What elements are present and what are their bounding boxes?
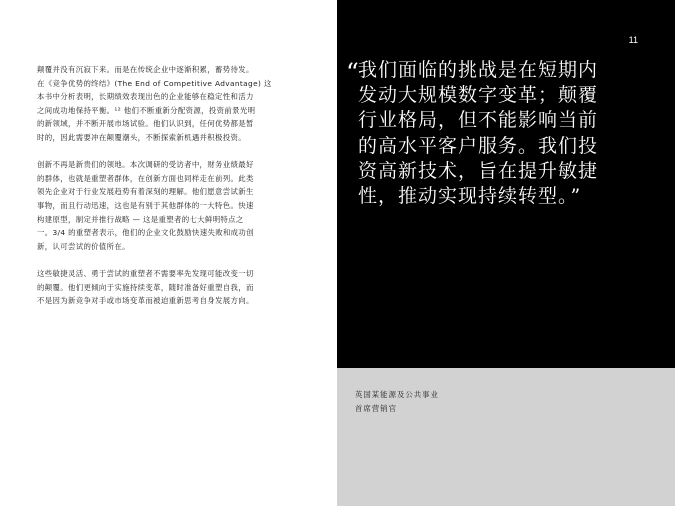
quote-line: 的高水平客户服务。我们投 — [358, 134, 599, 157]
body-column — [0, 0, 337, 506]
paragraph-3 — [37, 267, 319, 308]
paragraph-line: 创新不再是新贵们的领地。本次调研的受访者中，财务业绩最好 — [37, 160, 254, 170]
paragraph-line: 新，认可尝试的价值所在。 — [37, 241, 130, 251]
page-number: 11 — [628, 35, 638, 45]
quote-line: 资高新技术，旨在提升敏捷 — [358, 159, 599, 182]
quote-line: 发动大规模数字变革；颠覆 — [358, 84, 599, 107]
paragraph-line: 一。3/4 的重塑者表示，他们的企业文化鼓励快速失败和成功创 — [37, 228, 254, 238]
quote-attribution — [355, 388, 439, 416]
paragraph-line: 时的，因此需要冲在颠覆潮头，不断探索新机遇并积极投资。 — [37, 132, 246, 142]
attribution-title: 首席营销官 — [355, 403, 397, 413]
paragraph-1 — [37, 63, 319, 145]
quote-line-text: 性，推动实现持续转型。 — [358, 185, 569, 208]
quote-column — [337, 0, 675, 506]
paragraph-line: 的新领域，并不断开展市场试验。他们认识到，任何优势都是暂 — [37, 119, 254, 129]
paragraph-2 — [37, 158, 319, 253]
body-text — [37, 63, 319, 321]
paragraph-line: 在《竞争优势的终结》(The End of Competitive Advantage) 这 — [37, 78, 272, 88]
open-quote-mark: “ — [346, 58, 359, 87]
paragraph-line: 不是因为新竞争对手或市场变革而被迫重新思考自身发展方向。 — [37, 296, 254, 306]
paragraph-line: 这些敏捷灵活、勇于尝试的重塑者不需要率先发现可能改变一切 — [37, 268, 254, 278]
close-quote-mark: ” — [570, 185, 582, 208]
paragraph-line: 构建原型，制定并推行战略 — 这是重塑者的七大鲜明特点之 — [37, 214, 244, 224]
quote-line: 行业格局，但不能影响当前 — [358, 109, 599, 132]
quote-text — [358, 58, 598, 209]
paragraph-line: 本书中分析表明，长期绩效表现出色的企业能够在稳定性和活力 — [37, 92, 254, 102]
paragraph-line: 颠覆并没有沉寂下来。而是在传统企业中逐渐积累，蓄势待发。 — [37, 65, 254, 74]
paragraph-line: 事物，而且行动迅速，这也是有别于其他群体的一大特色。快速 — [37, 200, 254, 210]
paragraph-line: 之间成功地保持平衡。¹² 他们不断重新分配资源，投资前景光明 — [37, 105, 256, 115]
attribution-organization: 英国某能源及公共事业 — [355, 390, 439, 399]
quote-line: 我们面临的挑战是在短期内 — [358, 59, 599, 81]
paragraph-line: 的群体，也就是重塑者群体，在创新方面也同样走在前列。此类 — [37, 173, 254, 183]
paragraph-line: 的颠覆。他们更倾向于实施持续变革，随时准备好重塑自我，而 — [37, 282, 254, 292]
quote-panel — [337, 0, 675, 368]
quote-line — [358, 184, 598, 209]
paragraph-line: 领先企业对于行业发展趋势有着深刻的理解。他们愿意尝试新生 — [37, 187, 254, 197]
